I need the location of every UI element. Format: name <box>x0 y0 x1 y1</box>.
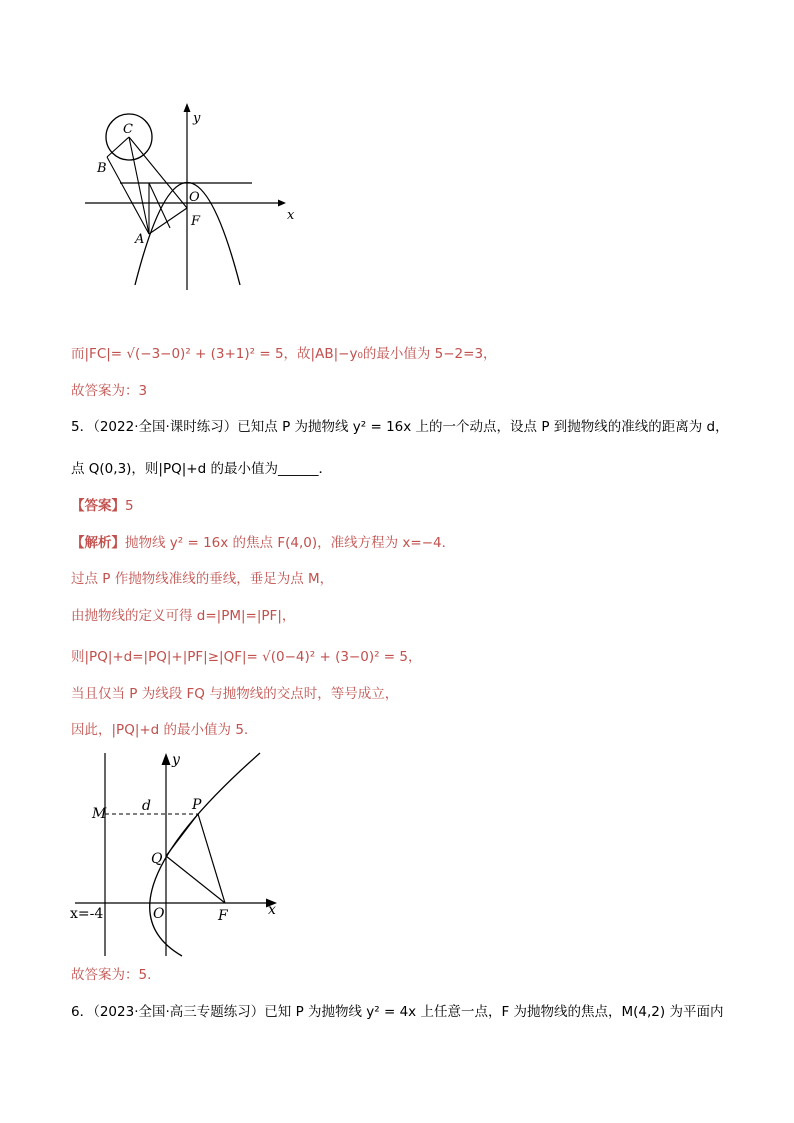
analysis-line <box>71 534 455 552</box>
line-answer-3: 故答案为：3 <box>71 383 148 399</box>
segment-cb <box>107 137 129 157</box>
line-equality-condition: 当且仅当 P 为线段 FQ 与抛物线的交点时，等号成立， <box>71 686 399 702</box>
label-x: x <box>287 208 295 223</box>
question-5-cont: 点 Q(0,3)，则|PQ|+d 的最小值为______． <box>71 461 332 477</box>
line-perpendicular: 过点 P 作抛物线准线的垂线，垂足为点 M， <box>71 571 334 587</box>
answer-value: 5 <box>125 498 134 514</box>
label-p: P <box>192 797 202 813</box>
analysis-text: 抛物线 y² = 16x 的焦点 F(4,0)，准线方程为 x=−4． <box>125 535 456 551</box>
x-axis-arrow <box>278 200 286 207</box>
figure-circle-parabola <box>80 100 310 295</box>
line-inequality: 则|PQ|+d=|PQ|+|PF|≥|QF|= √(0−4)² + (3−0)² = 5， <box>71 649 422 665</box>
question-6: 6．（2023·全国·高三专题练习）已知 P 为抛物线 y² = 4x 上任意一点，F 为抛物线的焦点，M(4,2) 为平面内 <box>71 1004 724 1020</box>
line-answer-5: 故答案为：5. <box>71 967 152 983</box>
label-y: y <box>172 752 180 768</box>
segment-ba <box>107 157 149 234</box>
answer-tag: 【答案】 <box>71 498 125 514</box>
label-b: B <box>97 161 107 176</box>
label-c: C <box>123 122 133 137</box>
line-fc-calc: 而|FC|= √(−3−0)² + (3+1)² = 5，故|AB|−y₀的最小值为 5−2=3， <box>71 346 497 362</box>
label-o: O <box>189 190 200 205</box>
segment-cf <box>129 137 187 208</box>
label-q: Q <box>151 851 163 867</box>
label-a: A <box>135 232 145 247</box>
y-axis-arrow <box>162 753 171 765</box>
label-f: F <box>218 908 228 924</box>
label-d: d <box>142 798 151 814</box>
question-5: 5．（2022·全国·课时练习）已知点 P 为抛物线 y² = 16x 上的一个动点，设点 P 到抛物线的准线的距离为 d， <box>71 419 729 435</box>
figure-parabola-directrix <box>70 748 285 958</box>
label-x: x <box>268 902 276 918</box>
analysis-tag: 【解析】 <box>71 535 125 551</box>
segment-qf <box>166 856 225 903</box>
segment-aux <box>149 183 170 228</box>
label-f: F <box>191 214 201 229</box>
line-definition: 由抛物线的定义可得 d=|PM|=|PF|， <box>71 608 296 624</box>
label-y: y <box>193 111 201 126</box>
segment-pq <box>166 814 198 856</box>
answer-line <box>71 497 134 515</box>
label-m: M <box>92 806 107 822</box>
label-o: O <box>153 906 165 922</box>
y-axis-arrow <box>184 103 191 112</box>
label-x-eq: x=-4 <box>70 906 104 922</box>
line-conclusion: 因此，|PQ|+d 的最小值为 5. <box>71 722 249 738</box>
segment-pf <box>198 814 225 903</box>
